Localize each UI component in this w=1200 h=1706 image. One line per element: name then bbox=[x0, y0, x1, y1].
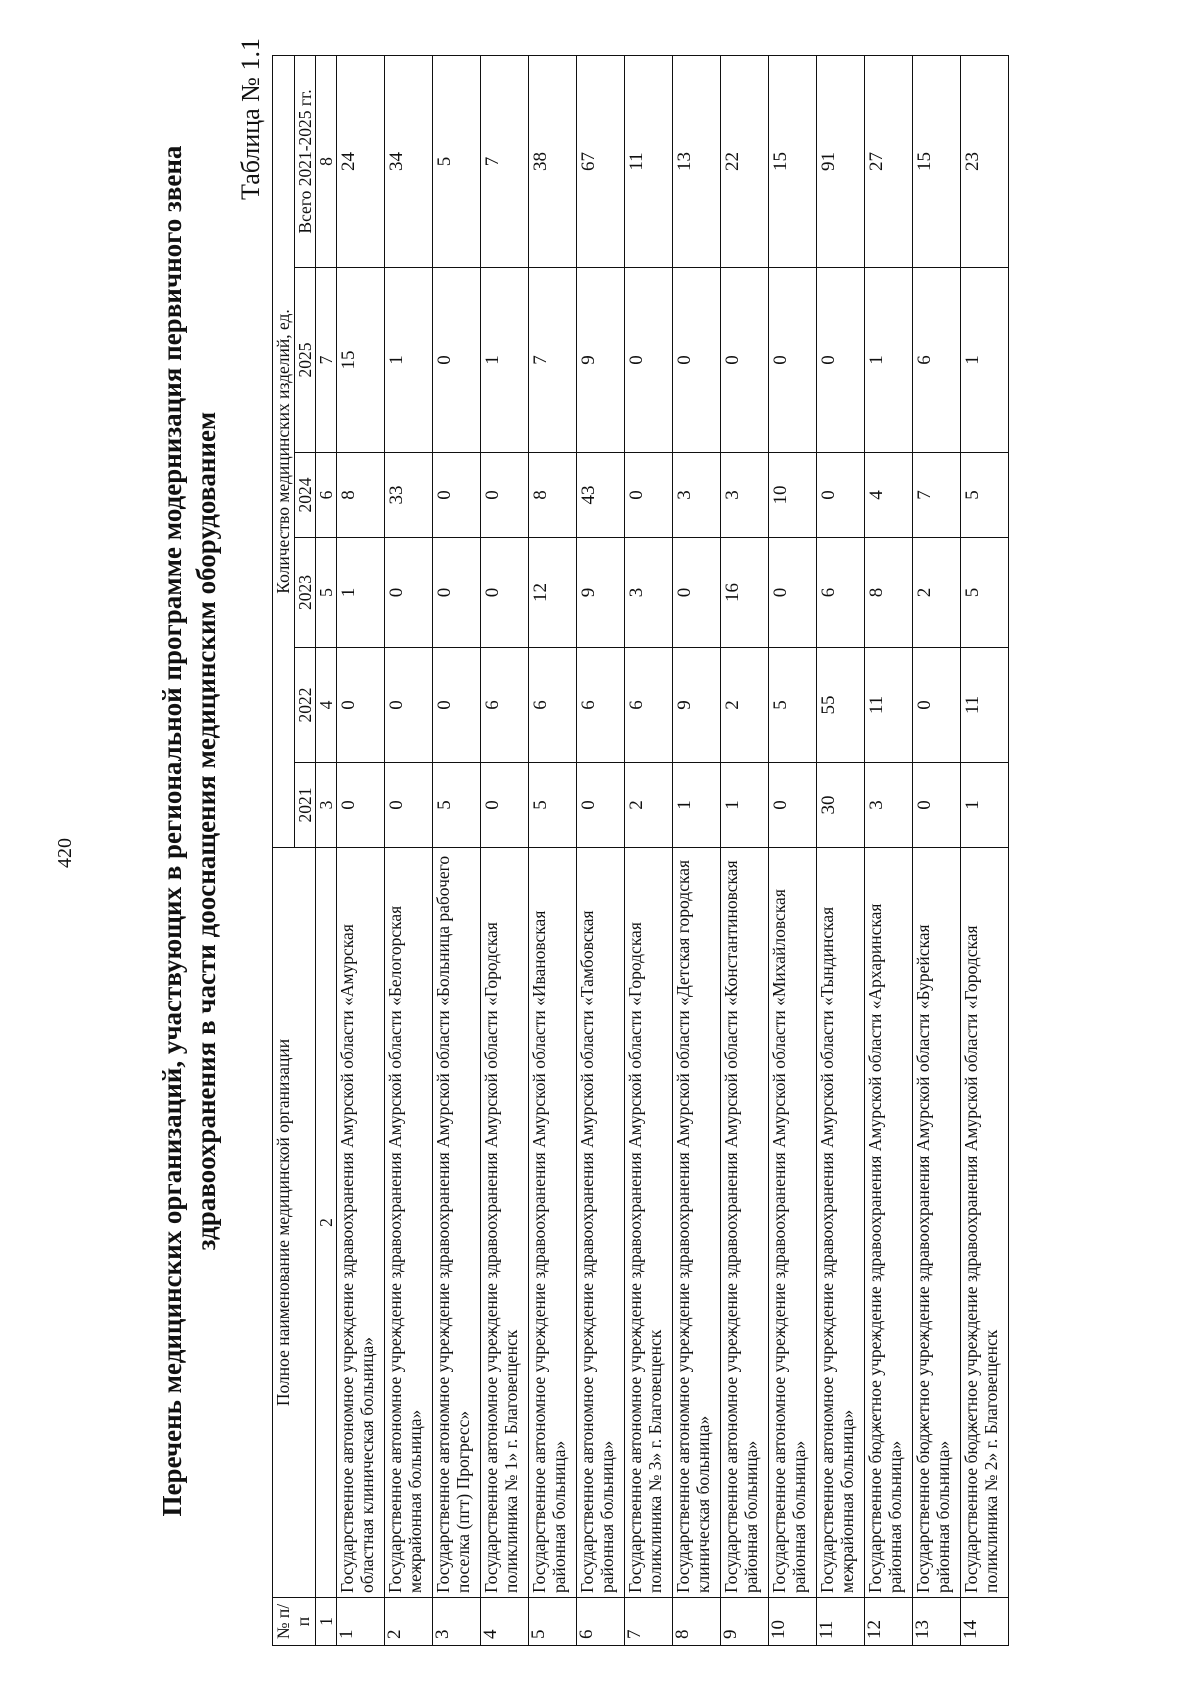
row-year-value: 0 bbox=[673, 268, 721, 453]
row-number: 13 bbox=[913, 1598, 961, 1646]
row-year-value: 9 bbox=[577, 538, 625, 648]
table-row bbox=[721, 55, 769, 1645]
row-year-value: 55 bbox=[817, 648, 865, 763]
row-year-value: 43 bbox=[577, 453, 625, 538]
table-row bbox=[433, 55, 481, 1645]
row-total: 13 bbox=[673, 55, 721, 267]
row-total: 15 bbox=[913, 55, 961, 267]
row-year-value: 1 bbox=[385, 268, 433, 453]
organization-name: Государственное бюджетное учреждение здравоохранения Амурской области «Бурейская районная больница» bbox=[913, 848, 961, 1598]
row-year-value: 0 bbox=[433, 453, 481, 538]
row-year-value: 3 bbox=[721, 453, 769, 538]
header-column-index: 7 bbox=[316, 268, 337, 453]
row-number: 11 bbox=[817, 1598, 865, 1646]
table-row bbox=[625, 55, 673, 1645]
row-number: 4 bbox=[481, 1598, 529, 1646]
header-year: 2023 bbox=[295, 538, 316, 648]
header-quantity: Количество медицинских изделий, ед. bbox=[273, 55, 295, 847]
row-year-value: 16 bbox=[721, 538, 769, 648]
row-year-value: 5 bbox=[961, 453, 1009, 538]
table-row bbox=[577, 55, 625, 1645]
row-total: 7 bbox=[481, 55, 529, 267]
row-number: 2 bbox=[385, 1598, 433, 1646]
organization-name: Государственное автономное учреждение здравоохранения Амурской области «Городская поликлиника № 3» г. Благовещенск bbox=[625, 848, 673, 1598]
row-year-value: 0 bbox=[337, 648, 385, 763]
row-year-value: 0 bbox=[913, 763, 961, 848]
row-total: 5 bbox=[433, 55, 481, 267]
row-year-value: 15 bbox=[337, 268, 385, 453]
row-year-value: 0 bbox=[385, 763, 433, 848]
table-number: Таблица № 1.1 bbox=[236, 38, 265, 201]
row-year-value: 0 bbox=[769, 763, 817, 848]
organization-name: Государственное автономное учреждение здравоохранения Амурской области «Амурская областная клиническая больница» bbox=[337, 848, 385, 1598]
row-year-value: 0 bbox=[385, 648, 433, 763]
row-year-value: 33 bbox=[385, 453, 433, 538]
row-year-value: 1 bbox=[721, 763, 769, 848]
row-year-value: 9 bbox=[673, 648, 721, 763]
organization-name: Государственное автономное учреждение здравоохранения Амурской области «Больница рабочего поселка (пгт) Прогресс» bbox=[433, 848, 481, 1598]
row-year-value: 0 bbox=[769, 268, 817, 453]
row-year-value: 0 bbox=[577, 763, 625, 848]
header-column-index: 5 bbox=[316, 538, 337, 648]
row-year-value: 0 bbox=[817, 453, 865, 538]
organization-name: Государственное автономное учреждение здравоохранения Амурской области «Михайловская районная больница» bbox=[769, 848, 817, 1598]
row-year-value: 2 bbox=[721, 648, 769, 763]
row-year-value: 1 bbox=[337, 538, 385, 648]
organization-name: Государственное бюджетное учреждение здравоохранения Амурской области «Архаринская районная больница» bbox=[865, 848, 913, 1598]
row-year-value: 8 bbox=[865, 538, 913, 648]
document-title: Перечень медицинских организаций, участвующих в региональной программе модернизация первичного звена здравоохранения в части дооснащения медицинским оборудованием bbox=[157, 145, 221, 1517]
row-total: 22 bbox=[721, 55, 769, 267]
header-year: 2022 bbox=[295, 648, 316, 763]
row-year-value: 3 bbox=[865, 763, 913, 848]
header-name: Полное наименование медицинской организации bbox=[273, 848, 316, 1598]
header-column-index: 2 bbox=[316, 848, 337, 1598]
row-year-value: 6 bbox=[625, 648, 673, 763]
row-year-value: 10 bbox=[769, 453, 817, 538]
row-number: 1 bbox=[337, 1598, 385, 1646]
organization-name: Государственное автономное учреждение здравоохранения Амурской области «Городская поликлиника № 1» г. Благовещенск bbox=[481, 848, 529, 1598]
row-year-value: 0 bbox=[721, 268, 769, 453]
header-column-index: 3 bbox=[316, 763, 337, 848]
row-total: 24 bbox=[337, 55, 385, 267]
header-no: № п/п bbox=[273, 1598, 316, 1646]
row-year-value: 1 bbox=[961, 268, 1009, 453]
header-year: Всего 2021-2025 гг. bbox=[295, 55, 316, 267]
row-year-value: 0 bbox=[481, 763, 529, 848]
row-year-value: 0 bbox=[817, 268, 865, 453]
row-number: 6 bbox=[577, 1598, 625, 1646]
row-year-value: 0 bbox=[433, 538, 481, 648]
row-year-value: 11 bbox=[865, 648, 913, 763]
row-total: 11 bbox=[625, 55, 673, 267]
row-year-value: 11 bbox=[961, 648, 1009, 763]
row-year-value: 0 bbox=[385, 538, 433, 648]
table-row bbox=[673, 55, 721, 1645]
header-column-index: 8 bbox=[316, 55, 337, 267]
header-year: 2025 bbox=[295, 268, 316, 453]
row-year-value: 7 bbox=[913, 453, 961, 538]
row-year-value: 0 bbox=[673, 538, 721, 648]
table-row bbox=[481, 55, 529, 1645]
row-year-value: 0 bbox=[481, 453, 529, 538]
row-year-value: 30 bbox=[817, 763, 865, 848]
row-year-value: 1 bbox=[865, 268, 913, 453]
row-year-value: 8 bbox=[529, 453, 577, 538]
row-year-value: 5 bbox=[529, 763, 577, 848]
header-column-index: 6 bbox=[316, 453, 337, 538]
row-number: 3 bbox=[433, 1598, 481, 1646]
table-row bbox=[817, 55, 865, 1645]
row-year-value: 5 bbox=[433, 763, 481, 848]
organization-name: Государственное автономное учреждение здравоохранения Амурской области «Ивановская районная больница» bbox=[529, 848, 577, 1598]
row-total: 27 bbox=[865, 55, 913, 267]
row-total: 67 bbox=[577, 55, 625, 267]
row-year-value: 12 bbox=[529, 538, 577, 648]
table-row bbox=[961, 55, 1009, 1645]
row-year-value: 6 bbox=[913, 268, 961, 453]
organization-name: Государственное автономное учреждение здравоохранения Амурской области «Тындинская межрайонная больница» bbox=[817, 848, 865, 1598]
table-row bbox=[865, 55, 913, 1645]
row-year-value: 8 bbox=[337, 453, 385, 538]
row-year-value: 1 bbox=[961, 763, 1009, 848]
row-year-value: 7 bbox=[529, 268, 577, 453]
row-year-value: 6 bbox=[817, 538, 865, 648]
row-total: 34 bbox=[385, 55, 433, 267]
row-year-value: 6 bbox=[529, 648, 577, 763]
row-number: 8 bbox=[673, 1598, 721, 1646]
row-year-value: 0 bbox=[433, 648, 481, 763]
row-number: 14 bbox=[961, 1598, 1009, 1646]
row-year-value: 5 bbox=[961, 538, 1009, 648]
organization-name: Государственное бюджетное учреждение здравоохранения Амурской области «Городская поликлиника № 2» г. Благовещенск bbox=[961, 848, 1009, 1598]
table-header-row bbox=[273, 55, 295, 1645]
table-row bbox=[769, 55, 817, 1645]
row-year-value: 0 bbox=[913, 648, 961, 763]
header-column-index: 1 bbox=[316, 1598, 337, 1646]
row-year-value: 4 bbox=[865, 453, 913, 538]
header-year: 2021 bbox=[295, 763, 316, 848]
row-total: 38 bbox=[529, 55, 577, 267]
row-year-value: 0 bbox=[769, 538, 817, 648]
row-number: 9 bbox=[721, 1598, 769, 1646]
table-row bbox=[913, 55, 961, 1645]
row-year-value: 3 bbox=[625, 538, 673, 648]
organization-name: Государственное автономное учреждение здравоохранения Амурской области «Белогорская межрайонная больница» bbox=[385, 848, 433, 1598]
row-number: 7 bbox=[625, 1598, 673, 1646]
row-year-value: 0 bbox=[625, 453, 673, 538]
table-index-row bbox=[316, 55, 337, 1645]
equipment-table bbox=[272, 55, 1009, 1646]
row-total: 15 bbox=[769, 55, 817, 267]
row-year-value: 5 bbox=[769, 648, 817, 763]
row-number: 10 bbox=[769, 1598, 817, 1646]
row-year-value: 0 bbox=[433, 268, 481, 453]
row-number: 5 bbox=[529, 1598, 577, 1646]
row-year-value: 0 bbox=[337, 763, 385, 848]
row-number: 12 bbox=[865, 1598, 913, 1646]
row-year-value: 6 bbox=[577, 648, 625, 763]
row-year-value: 1 bbox=[673, 763, 721, 848]
row-year-value: 2 bbox=[625, 763, 673, 848]
row-year-value: 9 bbox=[577, 268, 625, 453]
organization-name: Государственное автономное учреждение здравоохранения Амурской области «Тамбовская районная больница» bbox=[577, 848, 625, 1598]
header-column-index: 4 bbox=[316, 648, 337, 763]
row-year-value: 6 bbox=[481, 648, 529, 763]
table-row bbox=[529, 55, 577, 1645]
page-number: 420 bbox=[54, 838, 76, 868]
header-year: 2024 bbox=[295, 453, 316, 538]
row-year-value: 1 bbox=[481, 268, 529, 453]
row-year-value: 2 bbox=[913, 538, 961, 648]
row-total: 91 bbox=[817, 55, 865, 267]
organization-name: Государственное автономное учреждение здравоохранения Амурской области «Детская городская клиническая больница» bbox=[673, 848, 721, 1598]
table-row bbox=[337, 55, 385, 1645]
row-total: 23 bbox=[961, 55, 1009, 267]
row-year-value: 0 bbox=[625, 268, 673, 453]
organization-name: Государственное автономное учреждение здравоохранения Амурской области «Константиновская районная больница» bbox=[721, 848, 769, 1598]
row-year-value: 3 bbox=[673, 453, 721, 538]
row-year-value: 0 bbox=[481, 538, 529, 648]
table-row bbox=[385, 55, 433, 1645]
